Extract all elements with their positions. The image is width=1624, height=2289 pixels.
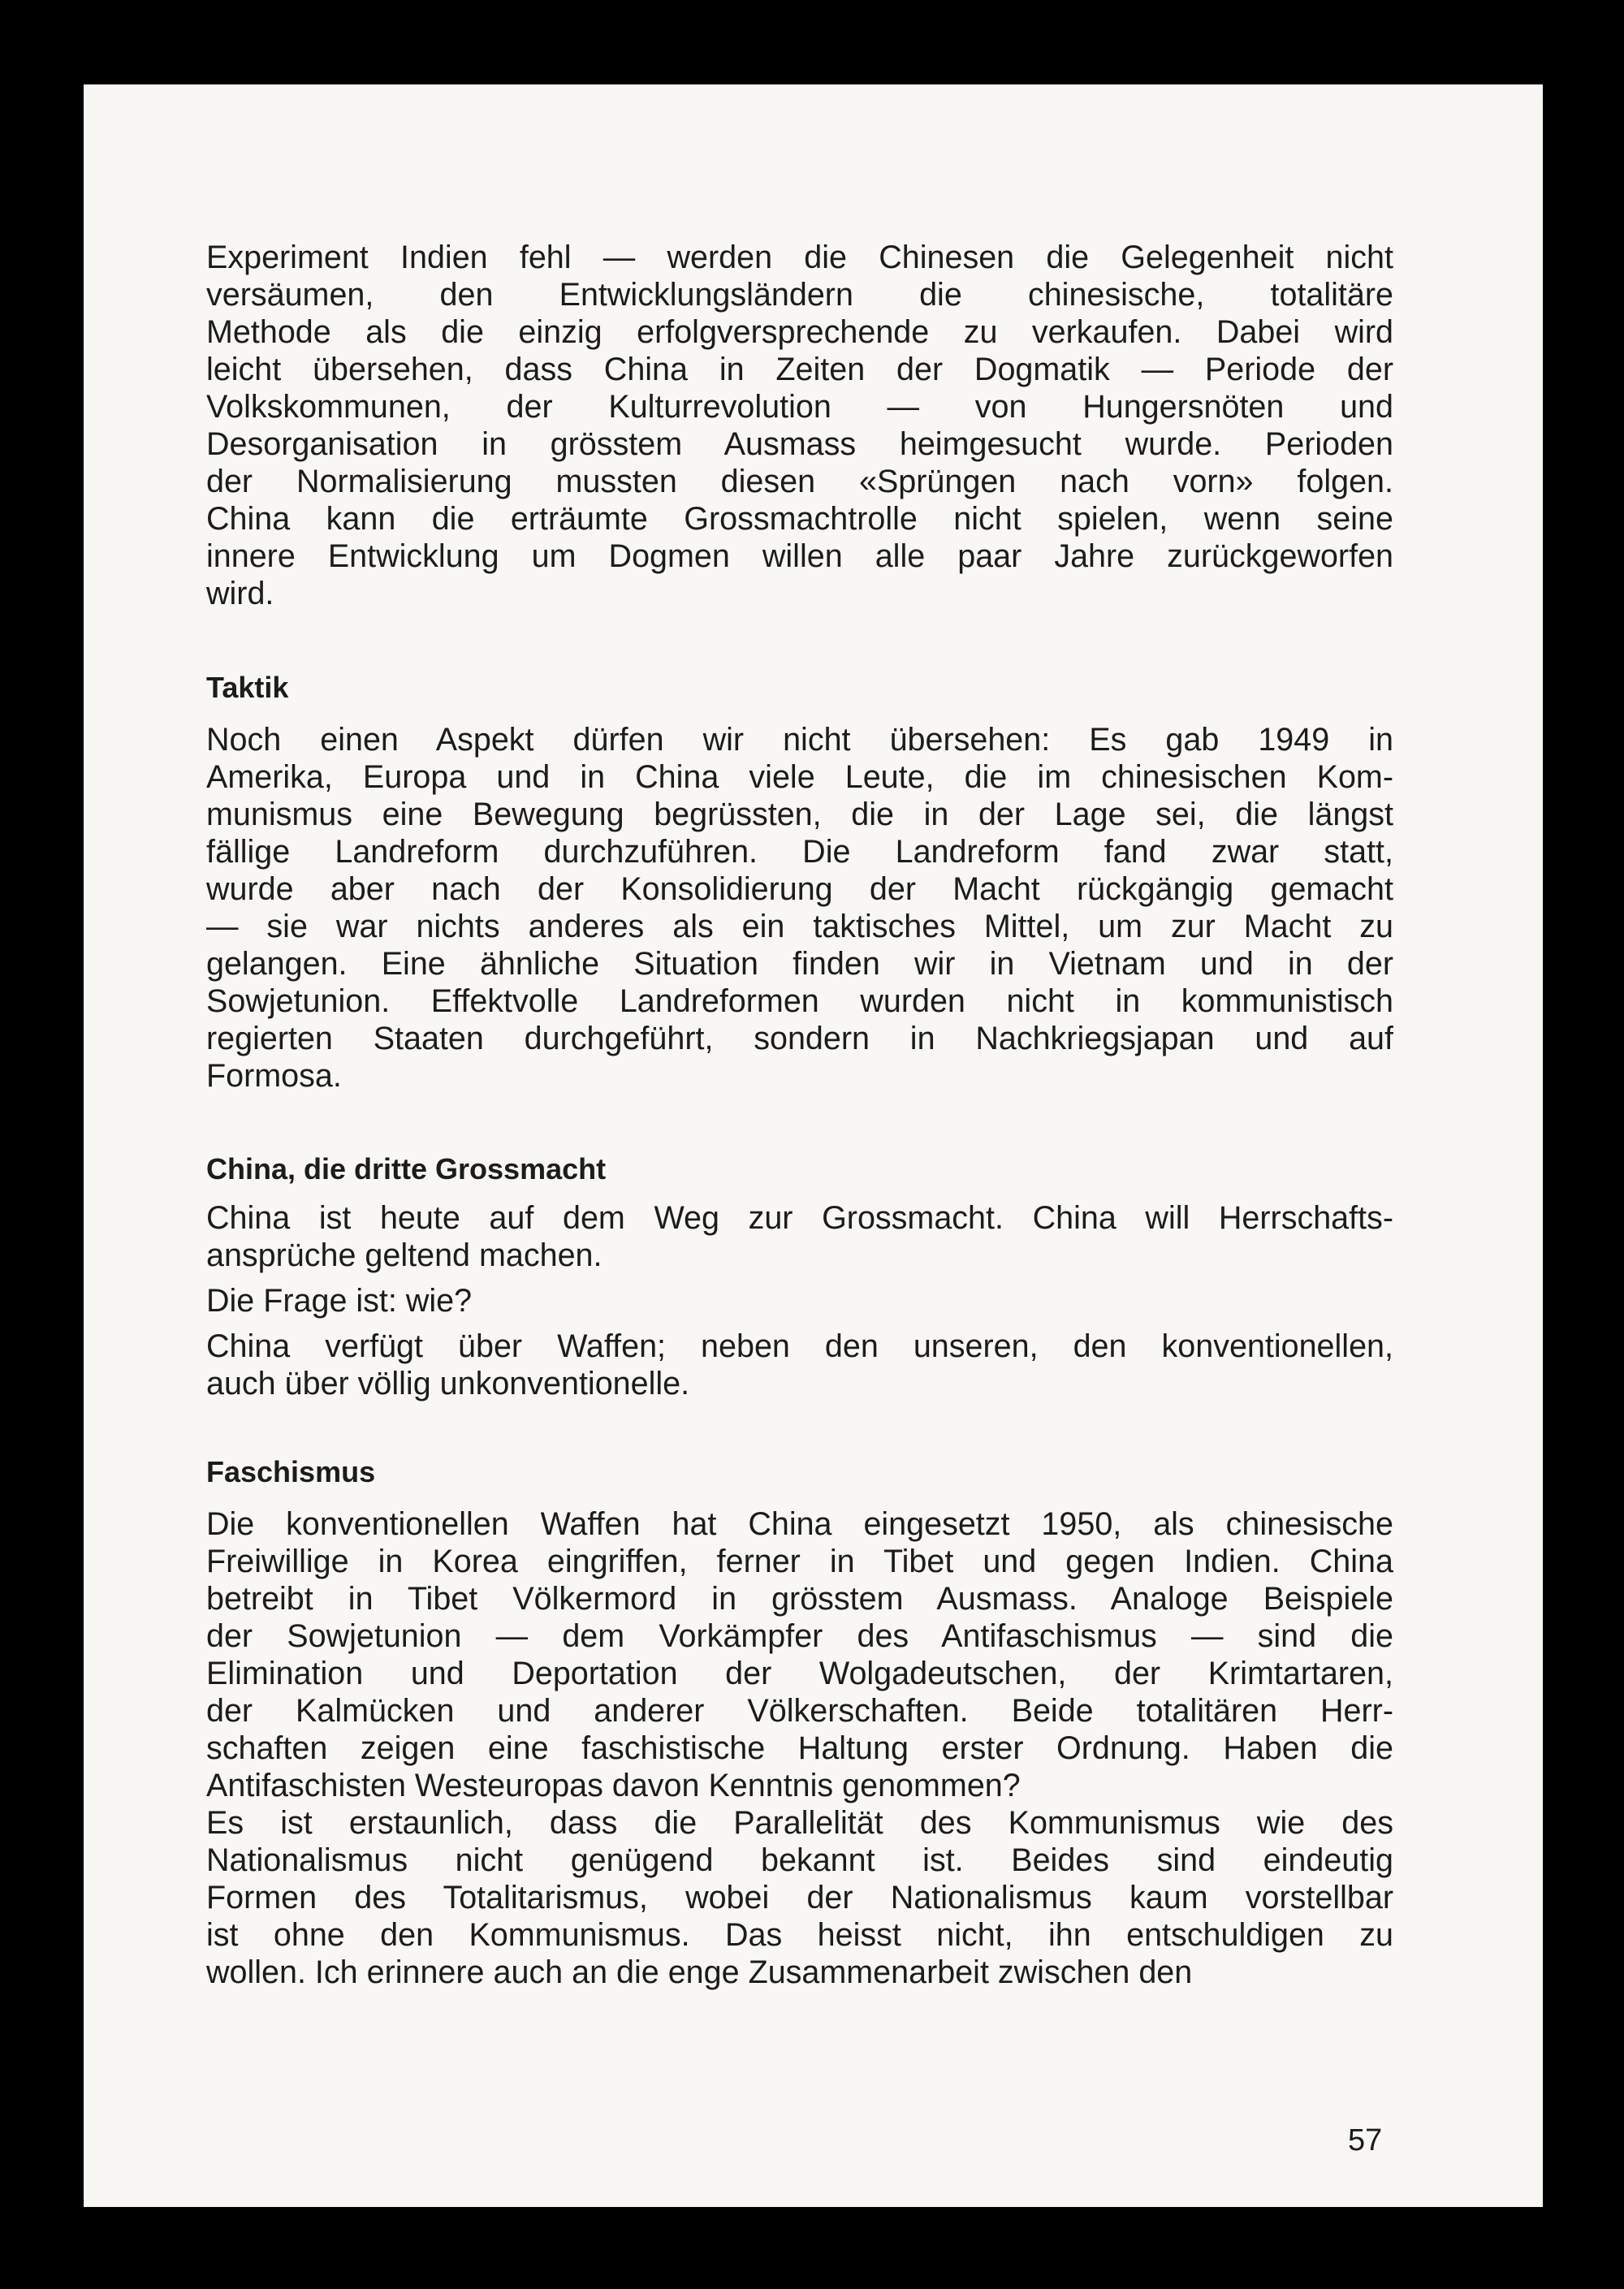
text-line: regierten Staaten durchgeführt, sondern in Nachkriegsjapan und auf — [206, 1021, 1393, 1056]
text-line: Elimination und Deportation der Wolgadeutschen, der Krimtartaren, — [206, 1656, 1393, 1691]
text-line: wollen. Ich erinnere auch an die enge Zusammenarbeit zwischen den — [206, 1954, 1193, 1990]
text-line: China kann die erträumte Grossmachtrolle nicht spielen, wenn seine — [206, 501, 1393, 537]
text-line: der Sowjetunion — dem Vorkämpfer des Antifaschismus — sind die — [206, 1618, 1393, 1654]
text-line: Antifaschisten Westeuropas davon Kenntnis genommen? — [206, 1768, 1021, 1803]
grossmacht-paragraph-2 — [206, 1282, 1393, 1319]
text-line: Noch einen Aspekt dürfen wir nicht übersehen: Es gab 1949 in — [206, 722, 1393, 758]
grossmacht-section-body — [206, 1199, 1393, 1402]
heading-faschismus: Faschismus — [206, 1455, 376, 1488]
text-line: Methode als die einzig erfolgversprechende zu verkaufen. Dabei wird — [206, 314, 1393, 350]
text-line: China verfügt über Waffen; neben den unseren, den konventionellen, — [206, 1328, 1393, 1364]
text-line: China ist heute auf dem Weg zur Grossmacht. China will Herrschafts- — [206, 1200, 1393, 1236]
text-line: ist ohne den Kommunismus. Das heisst nicht, ihn entschuldigen zu — [206, 1917, 1393, 1953]
page-number: 57 — [1348, 2123, 1383, 2157]
text-line: Sowjetunion. Effektvolle Landreformen wurden nicht in kommunistisch — [206, 983, 1393, 1019]
text-line: ansprüche geltend machen. — [206, 1237, 603, 1273]
text-line: munismus eine Bewegung begrüssten, die in der Lage sei, die längst — [206, 797, 1393, 832]
text-line: leicht übersehen, dass China in Zeiten der Dogmatik — Periode der — [206, 352, 1393, 387]
text-line: Experiment Indien fehl — werden die Chinesen die Gelegenheit nicht — [206, 240, 1393, 275]
text-line: wird. — [206, 576, 274, 611]
text-line: wurde aber nach der Konsolidierung der Macht rückgängig gemacht — [206, 871, 1393, 907]
text-line: innere Entwicklung um Dogmen willen alle paar Jahre zurückgeworfen — [206, 538, 1393, 574]
heading-taktik: Taktik — [206, 671, 289, 704]
text-line: Nationalismus nicht genügend bekannt ist. Beides sind eindeutig — [206, 1842, 1393, 1878]
text-line: Es ist erstaunlich, dass die Parallelität des Kommunismus wie des — [206, 1805, 1393, 1841]
text-line: Formen des Totalitarismus, wobei der Nationalismus kaum vorstellbar — [206, 1880, 1393, 1915]
text-line: Volkskommunen, der Kulturrevolution — von Hungersnöten und — [206, 389, 1393, 425]
faschismus-paragraph-2 — [206, 1804, 1393, 1991]
text-line: schaften zeigen eine faschistische Haltung erster Ordnung. Haben die — [206, 1730, 1393, 1766]
taktik-paragraph — [206, 721, 1393, 1095]
text-line: der Kalmücken und anderer Völkerschaften. Beide totalitären Herr- — [206, 1693, 1393, 1729]
text-line: versäumen, den Entwicklungsländern die chinesische, totalitäre — [206, 277, 1393, 313]
text-line: Formosa. — [206, 1058, 342, 1094]
text-line: gelangen. Eine ähnliche Situation finden wir in Vietnam und in der — [206, 946, 1393, 982]
faschismus-section-body — [206, 1505, 1393, 1991]
heading-china-grossmacht: China, die dritte Grossmacht — [206, 1152, 607, 1186]
text-line: Freiwillige in Korea eingriffen, ferner in Tibet und gegen Indien. China — [206, 1544, 1393, 1579]
text-line: auch über völlig unkonventionelle. — [206, 1366, 690, 1401]
grossmacht-paragraph-1 — [206, 1199, 1393, 1274]
text-line: betreibt in Tibet Völkermord in grösstem Ausmass. Analoge Beispiele — [206, 1581, 1393, 1617]
text-line: Desorganisation in grösstem Ausmass heimgesucht wurde. Perioden — [206, 426, 1393, 462]
grossmacht-paragraph-3 — [206, 1328, 1393, 1402]
text-line: der Normalisierung mussten diesen «Sprüngen nach vorn» folgen. — [206, 464, 1393, 499]
faschismus-paragraph-1 — [206, 1505, 1393, 1804]
text-line: Die Frage ist: wie? — [206, 1283, 473, 1319]
intro-paragraph — [206, 239, 1393, 612]
text-line: fällige Landreform durchzuführen. Die Landreform fand zwar statt, — [206, 834, 1393, 870]
text-line: Die konventionellen Waffen hat China eingesetzt 1950, als chinesische — [206, 1506, 1393, 1542]
text-line: Amerika, Europa und in China viele Leute, die im chinesischen Kom- — [206, 759, 1393, 795]
text-line: — sie war nichts anderes als ein taktisches Mittel, um zur Macht zu — [206, 909, 1393, 944]
